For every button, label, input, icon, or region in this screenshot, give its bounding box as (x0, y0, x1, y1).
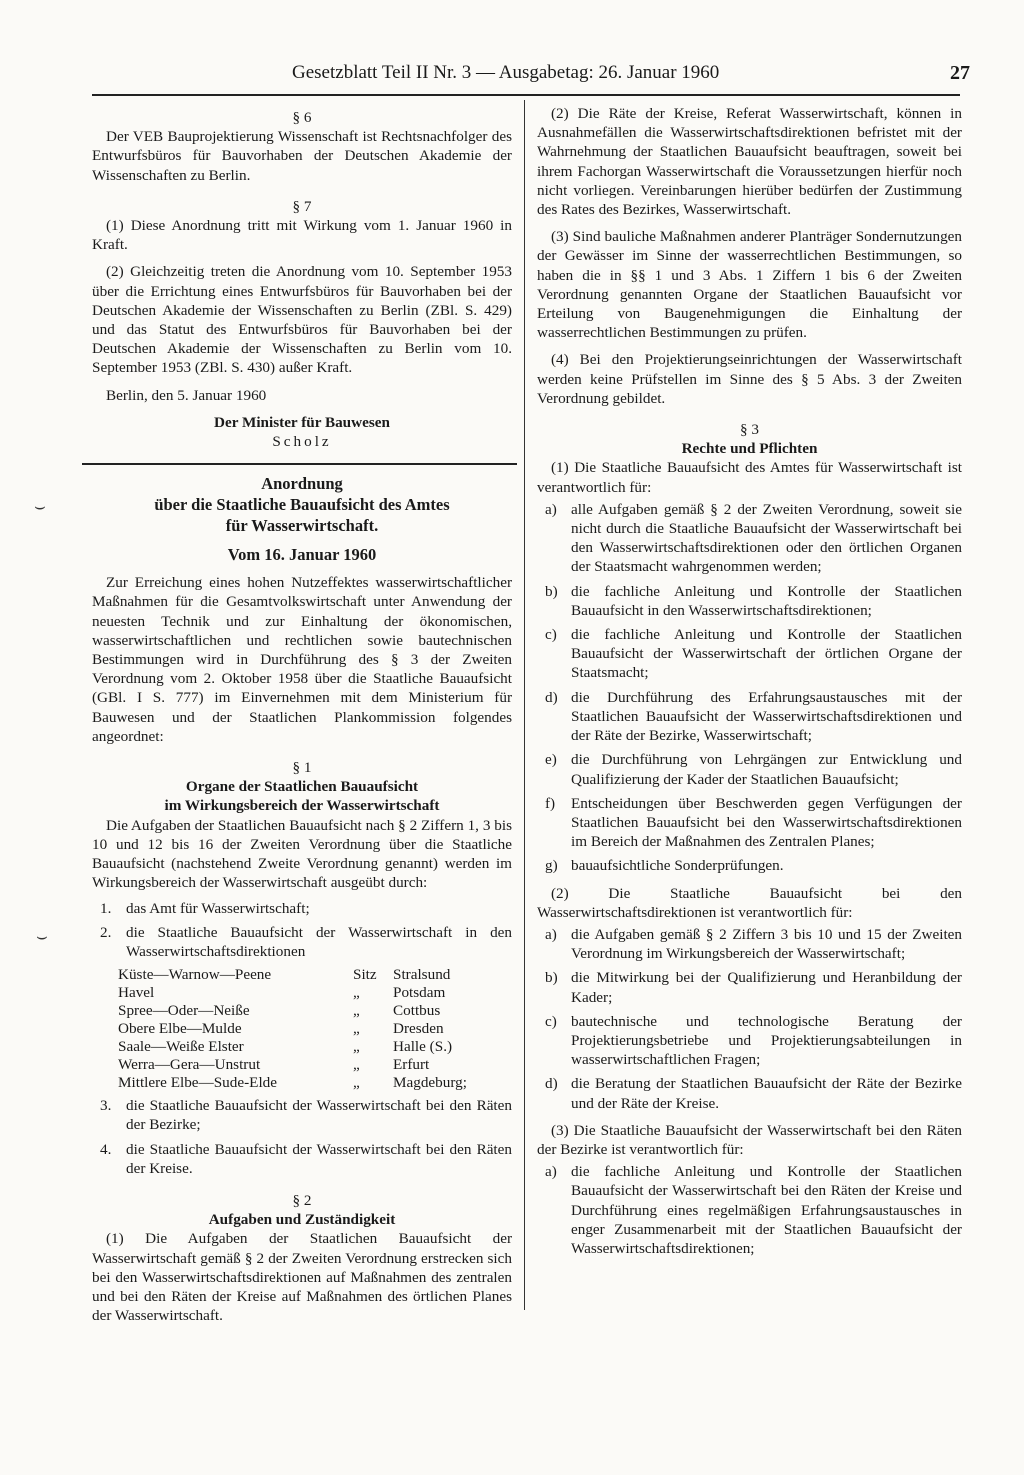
section-1-heading: § 1 (292, 759, 312, 777)
section-2-paragraph: (2) Die Räte der Kreise, Referat Wasserwirtschaft, können in Ausnahmefällen die Wasserwirtschaftsdirektionen befristet mit der Wahrnehmung der Staatlichen Bauaufsicht beauftragen, soweit bei ihrem Fachorgan Wasserwirtschaft die Voraussetzungen hierfür noch nicht vorliegen. Vereinbarungen hierüber bedürfen der Zustimmung des Rates des Bezirkes, Wasserwirtschaft. (537, 105, 962, 219)
table-row: Havel „ Potsdam (118, 984, 446, 1002)
table-row: Küste—Warnow—Peene Sitz Stralsund (118, 966, 451, 984)
table-row: Obere Elbe—Mulde „ Dresden (118, 1020, 444, 1038)
section-divider (82, 463, 517, 465)
list-item: a) die Aufgaben gemäß § 2 Ziffern 3 bis 10 und 15 der Zweiten Verordnung im Wirkungsbereich der Wasserwirtschaft; (545, 925, 962, 963)
list-item: 4. die Staatliche Bauaufsicht der Wasserwirtschaft bei den Räten der Kreise. (100, 1140, 512, 1177)
section-2-paragraph: (3) Sind bauliche Maßnahmen anderer Planträger Sondernutzungen der Gewässer im Sinne der wasserrechtlichen Bestimmungen, so haben die in §§ 1 und 3 Abs. 1 Ziffern 1 bis 6 der Zweiten Verordnung genannten Organe der Staatlichen Bauaufsicht vor Erteilung von Baugenehmigungen die Einhaltung der wasserrechtlichen Bestimmungen zu prüfen. (537, 228, 962, 342)
section-1-text: Die Aufgaben der Staatlichen Bauaufsicht nach § 2 Ziffern 1, 3 bis 10 und 12 bis 16 der Zweiten Verordnung über die Staatliche Bauaufsicht (nachstehend Zweite Verordnung genannt) werden im Wirkungsbereich der Wasserwirtschaft ausgeübt durch: (92, 816, 512, 892)
minister-title: Der Minister für Bauwesen (214, 413, 390, 431)
header-title: Gesetzblatt Teil II Nr. 3 — Ausgabetag: 26. Januar 1960 (292, 62, 720, 83)
list-item: b) die fachliche Anleitung und Kontrolle der Staatlichen Bauaufsicht in den Wasserwirtschaftsdirektionen; (545, 582, 962, 619)
list-item: 3. die Staatliche Bauaufsicht der Wasserwirtschaft bei den Räten der Bezirke; (100, 1097, 512, 1134)
table-row: Mittlere Elbe—Sude-Elde „ Magdeburg; (118, 1074, 467, 1092)
preamble: Zur Erreichung eines hohen Nutzeffektes wasserwirtschaftlicher Maßnahmen für die Gesamtvolkswirtschaft unter Anwendung der neuesten Technik und zur Einhaltung der ökonomischen, wasserwirtschaftlichen und rechtlichen sowie bautechnischen Bestimmungen wird in Durchführung des § 3 der Zweiten Verordnung vom 2. Oktober 1958 über die Staatliche Bauaufsicht (GBl. I S. 777) im Einvernehmen mit dem Ministerium für Bauwesen und der Staatlichen Plankommission folgendes angeordnet: (92, 574, 512, 745)
section-6-text: Der VEB Bauprojektierung Wissenschaft ist Rechtsnachfolger des Entwurfsbüros für Bauvorhaben der Deutschen Akademie der Wissenschaften zu Berlin. (92, 128, 512, 184)
section-3-paragraph: (1) Die Staatliche Bauaufsicht des Amtes für Wasserwirtschaft ist verantwortlich für: (537, 459, 962, 496)
document-title: über die Staatliche Bauaufsicht des Amtes (154, 495, 450, 515)
table-row: Spree—Oder—Neiße „ Cottbus (118, 1002, 441, 1020)
list-item: g) bauaufsichtliche Sonderprüfungen. (545, 857, 784, 875)
margin-mark: ⌣ (34, 496, 46, 516)
list-item: a) die fachliche Anleitung und Kontrolle der Staatlichen Bauaufsicht der Wasserwirtschaft bei den Räten der Kreise und Durchführung eines regelmäßigen Erfahrungsaustausches in enger Zusammenarbeit mit der Staatlichen Bauaufsicht der Wasserwirtschaftsdirektionen; (545, 1163, 962, 1257)
section-3-paragraph: (2) Die Staatliche Bauaufsicht bei den Wasserwirtschaftsdirektionen ist verantwortlich für: (537, 884, 962, 921)
page-number: 27 (950, 62, 970, 84)
signature-name: Scholz (272, 433, 332, 451)
section-7-paragraph: (1) Diese Anordnung tritt mit Wirkung vom 1. Januar 1960 in Kraft. (92, 217, 512, 254)
section-2-paragraph: (1) Die Aufgaben der Staatlichen Bauaufsicht der Wasserwirtschaft gemäß § 2 der Zweiten Verordnung erstrecken sich bei den Wasserwirtschaftsdirektionen auf Maßnahmen des zentralen und bei den Räten der Kreise auf Maßnahmen des örtlichen Planes der Wasserwirtschaft. (92, 1230, 512, 1325)
list-item: a) alle Aufgaben gemäß § 2 der Zweiten Verordnung, soweit sie nicht durch die Staatliche Bauaufsicht der Wasserwirtschaft bei den Wasserwirtschaftsdirektionen oder den örtlichen Organen der Staatsmacht wahrgenommen werden; (545, 500, 962, 576)
document-date: Vom 16. Januar 1960 (227, 545, 377, 565)
directorates-table (118, 966, 467, 1092)
column-divider (524, 100, 525, 1310)
section-3-title: Rechte und Pflichten (681, 440, 818, 458)
margin-mark: ⌣ (36, 926, 48, 946)
section-1-title: Organe der Staatlichen Bauaufsicht (185, 778, 419, 796)
table-row: Werra—Gera—Unstrut „ Erfurt (118, 1056, 430, 1074)
section-3-paragraph: (3) Die Staatliche Bauaufsicht der Wasserwirtschaft bei den Räten der Bezirke ist verantwortlich für: (537, 1121, 962, 1158)
list-item: b) die Mitwirkung bei der Qualifizierung und Heranbildung der Kader; (545, 969, 962, 1006)
list-item: c) bautechnische und technologische Beratung der Projektierungsbetriebe und Projektierungsabteilungen in wasserwirtschaftlichen Fragen; (545, 1012, 962, 1069)
list-item: f) Entscheidungen über Beschwerden gegen Verfügungen der Staatlichen Bauaufsicht bei den Wasserwirtschaftsdirektionen im Bereich der Maßnahmen des Zentralen Planes; (545, 794, 962, 851)
list-item: 2. die Staatliche Bauaufsicht der Wasserwirtschaft in den Wasserwirtschaftsdirektionen (100, 923, 512, 960)
section-7-heading: § 7 (292, 197, 312, 215)
section-2-heading: § 2 (292, 1191, 312, 1209)
table-row: Saale—Weiße Elster „ Halle (S.) (118, 1038, 453, 1056)
list-item: 1. das Amt für Wasserwirtschaft; (100, 899, 310, 917)
document-title: für Wasserwirtschaft. (225, 516, 379, 536)
list-item: c) die fachliche Anleitung und Kontrolle der Staatlichen Bauaufsicht der Wasserwirtschaft der örtlichen Organe der Staatsmacht; (545, 626, 962, 682)
place-date: Berlin, den 5. Januar 1960 (106, 386, 267, 404)
right-column (537, 104, 962, 1263)
section-7-paragraph: (2) Gleichzeitig treten die Anordnung vom 10. September 1953 über die Errichtung eines Entwurfsbüros für Bauvorhaben bei der Deutschen Akademie der Wissenschaften zu Berlin (ZBl. S. 429) und das Statut des Entwurfsbüros für Bauvorhaben bei der Deutschen Akademie der Wissenschaften zu Berlin vom 10. September 1953 (ZBl. S. 430) außer Kraft. (92, 263, 512, 377)
page-header (92, 62, 970, 90)
header-rule (92, 94, 960, 96)
document-title: Anordnung (261, 474, 343, 494)
left-column (92, 104, 512, 1325)
list-item: d) die Beratung der Staatlichen Bauaufsicht der Räte der Bezirke und der Räte der Kreise. (545, 1075, 962, 1112)
list-item: d) die Durchführung des Erfahrungsaustausches mit der Staatlichen Bauaufsicht der Wasserwirtschaftsdirektionen und der Räte der Bezirke, Wasserwirtschaft; (545, 688, 962, 745)
section-3-heading: § 3 (740, 421, 759, 439)
section-2-paragraph: (4) Bei den Projektierungseinrichtungen der Wasserwirtschaft werden keine Prüfstellen im Sinne des § 5 Abs. 3 der Zweiten Verordnung gebildet. (537, 351, 962, 407)
section-2-title: Aufgaben und Zuständigkeit (208, 1211, 396, 1229)
section-1-title: im Wirkungsbereich der Wasserwirtschaft (164, 797, 440, 815)
list-item: e) die Durchführung von Lehrgängen zur Entwicklung und Qualifizierung der Kader der Staatlichen Bauaufsicht; (545, 751, 962, 788)
section-6-heading: § 6 (292, 109, 312, 126)
